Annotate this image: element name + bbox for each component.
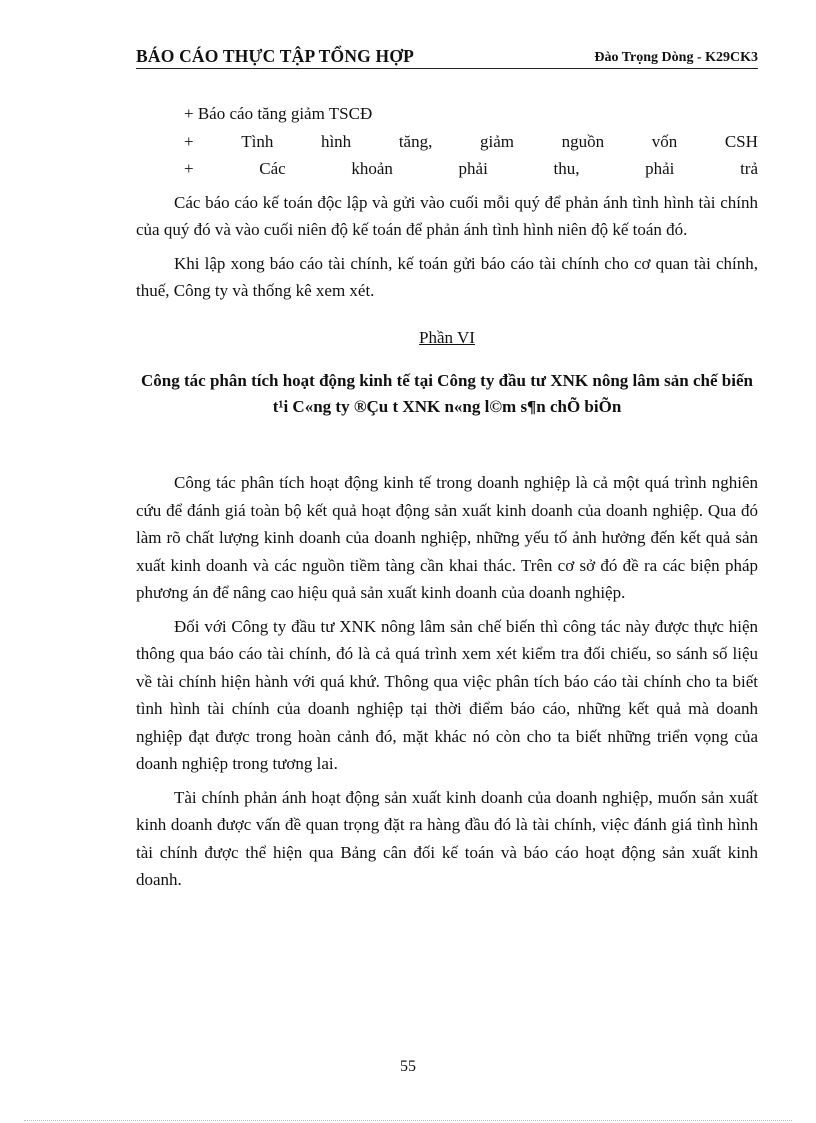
report-title: BÁO CÁO THỰC TẬP TỔNG HỢP	[136, 46, 415, 66]
word: +	[184, 159, 194, 178]
paragraph-phan-tich: Công tác phân tích hoạt động kinh tế trong doanh nghiệp là cả một quá trình nghiên cứu để đánh giá toàn bộ kết quả hoạt động sản xuất kinh doanh của doanh nghiệp. Qua đó làm rõ chất lượng kinh doanh của doanh nghiệp, những yếu tố ảnh hưởng đến kết quả sản xuất kinh doanh và các nguồn tiềm tàng cần khai thác. Trên cơ sở đó đề ra các biện pháp phương án để nâng cao hiệu quả sản xuất kinh doanh của doanh nghiệp.	[136, 473, 758, 602]
word: phải	[458, 159, 488, 178]
paragraph-lap-bao-cao: Khi lập xong báo cáo tài chính, kế toán gửi báo cáo tài chính cho cơ quan tài chính, thuế, Công ty và thống kê xem xét.	[136, 253, 758, 300]
footer-divider	[24, 1120, 792, 1121]
page-content	[136, 100, 758, 894]
word: hình	[320, 131, 352, 151]
section-body	[136, 469, 758, 894]
list-item-khoan-phai-thu	[136, 155, 758, 183]
paragraph-tai-chinh: Tài chính phản ánh hoạt động sản xuất kinh doanh của doanh nghiệp, muốn sản xuất kinh doanh được vấn đề quan trọng đặt ra hàng đầu đó là tài chính, việc đánh giá tình hình tài chính được thể hiện qua Bảng cân đối kế toán và báo cáo hoạt động sản xuất kinh doanh.	[136, 787, 758, 889]
word: phải	[645, 159, 675, 178]
paragraph-bao-cao: Các báo cáo kế toán độc lập và gửi vào cuối mỗi quý để phản ánh tình hình tài chính của quý đó và vào cuối niên độ kế toán để phản ánh tình hình niên độ kế toán đó.	[136, 192, 758, 239]
word: trả	[740, 159, 758, 178]
word: tăng,	[398, 131, 433, 151]
header-divider	[136, 68, 758, 69]
page-header	[136, 46, 758, 68]
paragraph-doi-voi-cong-ty: Đối với Công ty đầu tư XNK nông lâm sản chế biến thì công tác này được thực hiện thông qua báo cáo tài chính, đó là cả quá trình xem xét kiểm tra đối chiếu, so sánh số liệu về tài chính hiện hành với quá khứ. Thông qua việc phân tích báo cáo tài chính cho ta biết tình hình tài chính của doanh nghiệp tại thời điểm báo cáo, những kết quả mà doanh nghiệp đạt được trong hoàn cảnh đó, mặt khác nó còn cho ta biết những triển vọng của doanh nghiệp trong tương lai.	[136, 616, 758, 773]
word: khoản	[351, 159, 393, 178]
section-heading: Phần VI	[419, 327, 475, 347]
author-name: Đào Trọng Dòng - K29CK3	[594, 50, 758, 65]
word: Tình	[241, 131, 274, 151]
word: Các	[259, 159, 286, 178]
word: thu,	[553, 159, 580, 178]
word: CSH	[724, 131, 758, 151]
word: giảm	[479, 131, 514, 151]
word: +	[184, 131, 194, 151]
page-number: 55	[400, 1058, 416, 1075]
section-title: Công tác phân tích hoạt động kinh tế tại Công ty đầu tư XNK nông lâm sản chế biến	[141, 371, 753, 390]
word: nguồn	[561, 131, 605, 151]
section-subtitle: t¹i C«ng ty ®Çu t XNK n«ng l©m s¶n chÕ biÕn	[272, 397, 622, 416]
list-item-tscd: + Báo cáo tăng giảm TSCĐ	[184, 104, 373, 123]
list-item-nguon-von	[136, 128, 758, 156]
word: vốn	[651, 131, 678, 151]
